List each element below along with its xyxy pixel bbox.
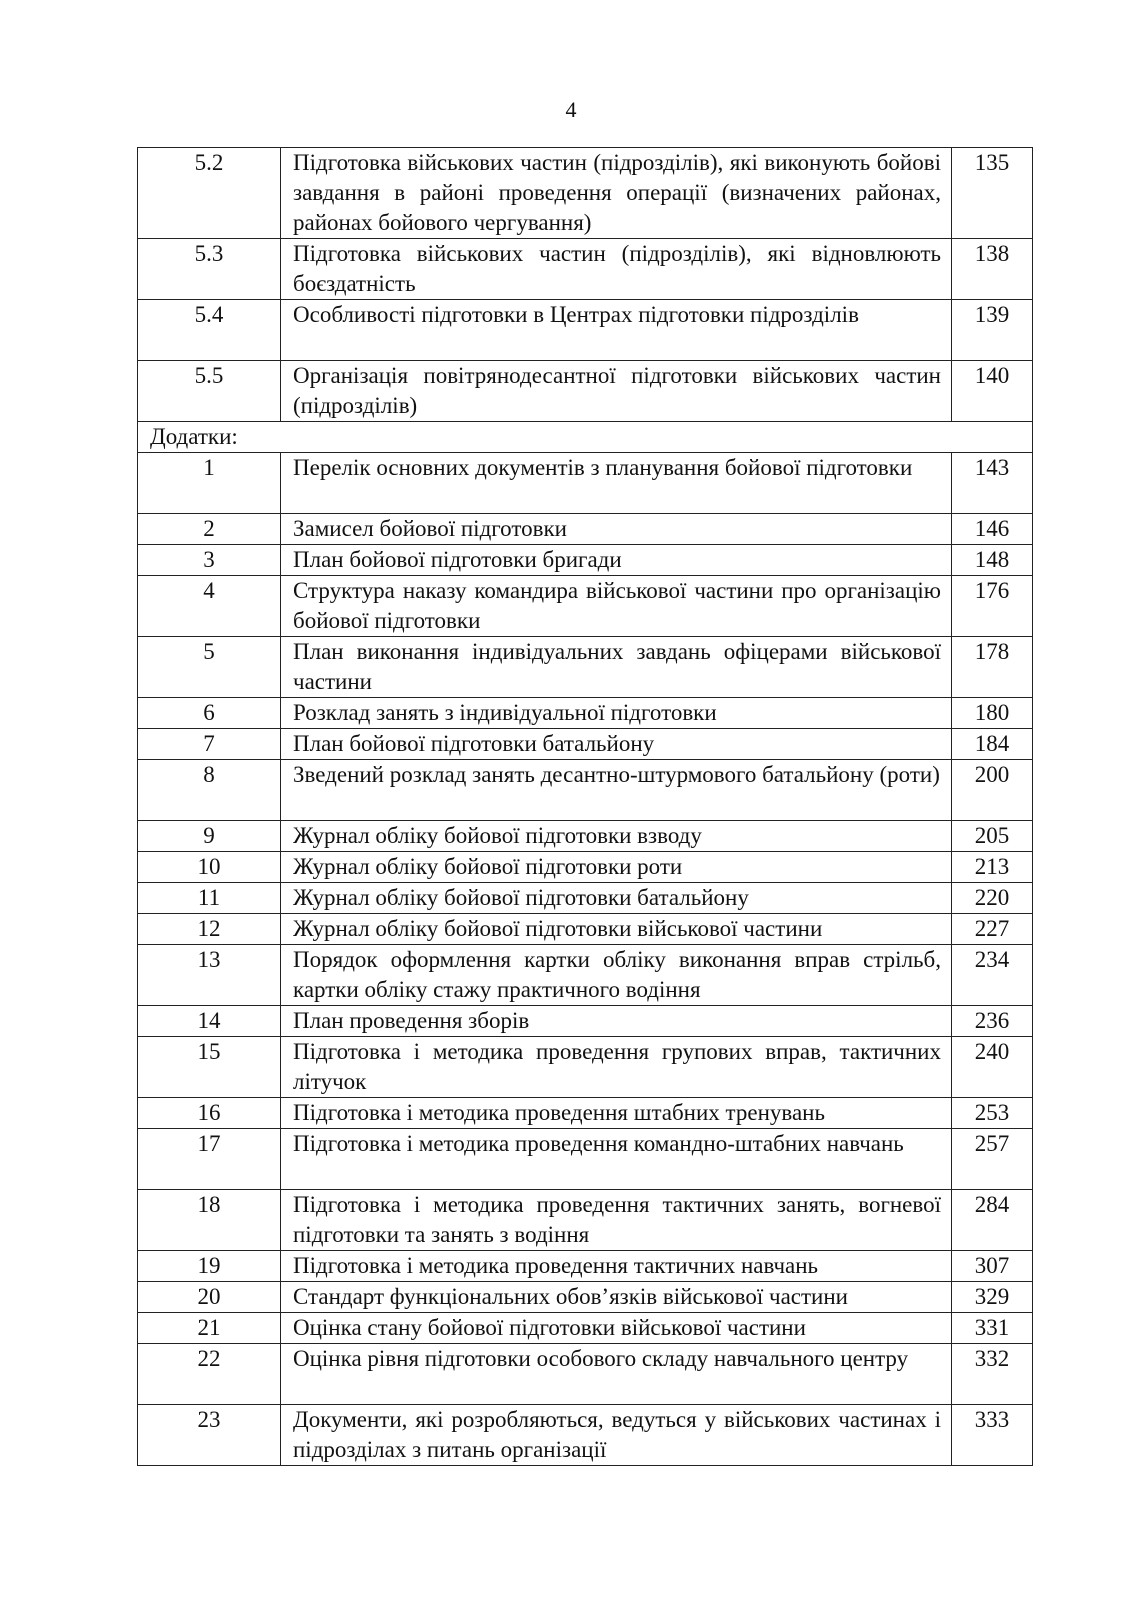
toc-number: 14 (138, 1006, 281, 1037)
toc-title: План виконання індивідуальних завдань офіцерами військової частини (281, 637, 952, 698)
toc-number: 5 (138, 637, 281, 698)
toc-row (138, 1344, 1033, 1405)
toc-title: Перелік основних документів з планування бойової підготовки (281, 453, 952, 514)
toc-number: 5.2 (138, 148, 281, 239)
toc-row (138, 1006, 1033, 1037)
toc-page: 333 (952, 1405, 1033, 1466)
toc-row (138, 821, 1033, 852)
toc-page: 139 (952, 300, 1033, 361)
toc-page: 138 (952, 239, 1033, 300)
toc-title: Підготовка військових частин (підрозділів), які виконують бойові завдання в районі проведення операції (визначених районах, районах бойового чергування) (281, 148, 952, 239)
toc-page: 234 (952, 945, 1033, 1006)
toc-title: Підготовка і методика проведення тактичних навчань (281, 1251, 952, 1282)
toc-title: Особливості підготовки в Центрах підготовки підрозділів (281, 300, 952, 361)
toc-row (138, 453, 1033, 514)
toc-row (138, 1405, 1033, 1466)
toc-row (138, 1313, 1033, 1344)
toc-title: Журнал обліку бойової підготовки роти (281, 852, 952, 883)
toc-page: 329 (952, 1282, 1033, 1313)
page-number: 4 (565, 97, 577, 122)
toc-title: Оцінка рівня підготовки особового складу навчального центру (281, 1344, 952, 1405)
toc-title: Підготовка і методика проведення групових вправ, тактичних літучок (281, 1037, 952, 1098)
toc-page: 236 (952, 1006, 1033, 1037)
toc-title: План проведення зборів (281, 1006, 952, 1037)
toc-row (138, 760, 1033, 821)
toc-number: 22 (138, 1344, 281, 1405)
toc-page: 307 (952, 1251, 1033, 1282)
toc-title: План бойової підготовки бригади (281, 545, 952, 576)
toc-number: 16 (138, 1098, 281, 1129)
toc-row (138, 576, 1033, 637)
toc-page: 240 (952, 1037, 1033, 1098)
toc-number: 2 (138, 514, 281, 545)
toc-title: План бойової підготовки батальйону (281, 729, 952, 760)
toc-number: 21 (138, 1313, 281, 1344)
toc-number: 4 (138, 576, 281, 637)
toc-number: 1 (138, 453, 281, 514)
toc-row (138, 698, 1033, 729)
toc-title: Підготовка військових частин (підрозділів), які відновлюють боєздатність (281, 239, 952, 300)
toc-number: 11 (138, 883, 281, 914)
toc-number: 9 (138, 821, 281, 852)
toc-row (138, 1190, 1033, 1251)
toc-row (138, 852, 1033, 883)
toc-page: 257 (952, 1129, 1033, 1190)
toc-number: 20 (138, 1282, 281, 1313)
toc-number: 23 (138, 1405, 281, 1466)
toc-row (138, 1251, 1033, 1282)
toc-page: 227 (952, 914, 1033, 945)
toc-number: 5.4 (138, 300, 281, 361)
toc-page: 220 (952, 883, 1033, 914)
toc-row (138, 239, 1033, 300)
toc-page: 213 (952, 852, 1033, 883)
toc-row (138, 1037, 1033, 1098)
toc-row (138, 637, 1033, 698)
toc-row (138, 945, 1033, 1006)
toc-title: Документи, які розробляються, ведуться у військових частинах і підрозділах з питань організації (281, 1405, 952, 1466)
toc-number: 3 (138, 545, 281, 576)
toc-page: 140 (952, 361, 1033, 422)
toc-number: 8 (138, 760, 281, 821)
toc-page: 253 (952, 1098, 1033, 1129)
toc-row (138, 514, 1033, 545)
toc-row (138, 300, 1033, 361)
toc-page: 332 (952, 1344, 1033, 1405)
toc-row (138, 1129, 1033, 1190)
toc-title: Структура наказу командира військової частини про організацію бойової підготовки (281, 576, 952, 637)
toc-row (138, 1282, 1033, 1313)
toc-number: 7 (138, 729, 281, 760)
toc-row (138, 729, 1033, 760)
toc-title: Журнал обліку бойової підготовки військової частини (281, 914, 952, 945)
toc-title: Замисел бойової підготовки (281, 514, 952, 545)
toc-title: Підготовка і методика проведення тактичних занять, вогневої підготовки та занять з водіння (281, 1190, 952, 1251)
toc-number: 17 (138, 1129, 281, 1190)
toc-row (138, 545, 1033, 576)
toc-number: 10 (138, 852, 281, 883)
toc-number: 18 (138, 1190, 281, 1251)
toc-row (138, 361, 1033, 422)
toc-row (138, 148, 1033, 239)
toc-page: 284 (952, 1190, 1033, 1251)
toc-page: 180 (952, 698, 1033, 729)
toc-title: Зведений розклад занять десантно-штурмового батальйону (роти) (281, 760, 952, 821)
appendices-heading: Додатки: (138, 422, 1033, 453)
toc-row (138, 1098, 1033, 1129)
toc-number: 6 (138, 698, 281, 729)
toc-title: Журнал обліку бойової підготовки взводу (281, 821, 952, 852)
toc-row (138, 914, 1033, 945)
toc-page: 200 (952, 760, 1033, 821)
toc-page: 146 (952, 514, 1033, 545)
toc-page: 205 (952, 821, 1033, 852)
toc-title: Порядок оформлення картки обліку виконання вправ стрільб, картки обліку стажу практичного водіння (281, 945, 952, 1006)
toc-page: 176 (952, 576, 1033, 637)
toc-page: 178 (952, 637, 1033, 698)
toc-page: 331 (952, 1313, 1033, 1344)
toc-title: Стандарт функціональних обов’язків військової частини (281, 1282, 952, 1313)
toc-title: Журнал обліку бойової підготовки батальйону (281, 883, 952, 914)
toc-title: Організація повітрянодесантної підготовки військових частин (підрозділів) (281, 361, 952, 422)
toc-page: 184 (952, 729, 1033, 760)
toc-section-row (138, 422, 1033, 453)
toc-title: Підготовка і методика проведення командно-штабних навчань (281, 1129, 952, 1190)
toc-page: 135 (952, 148, 1033, 239)
toc-page: 148 (952, 545, 1033, 576)
toc-number: 5.5 (138, 361, 281, 422)
toc-title: Підготовка і методика проведення штабних тренувань (281, 1098, 952, 1129)
toc-title: Оцінка стану бойової підготовки військової частини (281, 1313, 952, 1344)
toc-row (138, 883, 1033, 914)
table-of-contents (137, 147, 1033, 1466)
toc-title: Розклад занять з індивідуальної підготовки (281, 698, 952, 729)
toc-number: 15 (138, 1037, 281, 1098)
toc-number: 12 (138, 914, 281, 945)
toc-number: 19 (138, 1251, 281, 1282)
toc-number: 13 (138, 945, 281, 1006)
toc-number: 5.3 (138, 239, 281, 300)
toc-page: 143 (952, 453, 1033, 514)
